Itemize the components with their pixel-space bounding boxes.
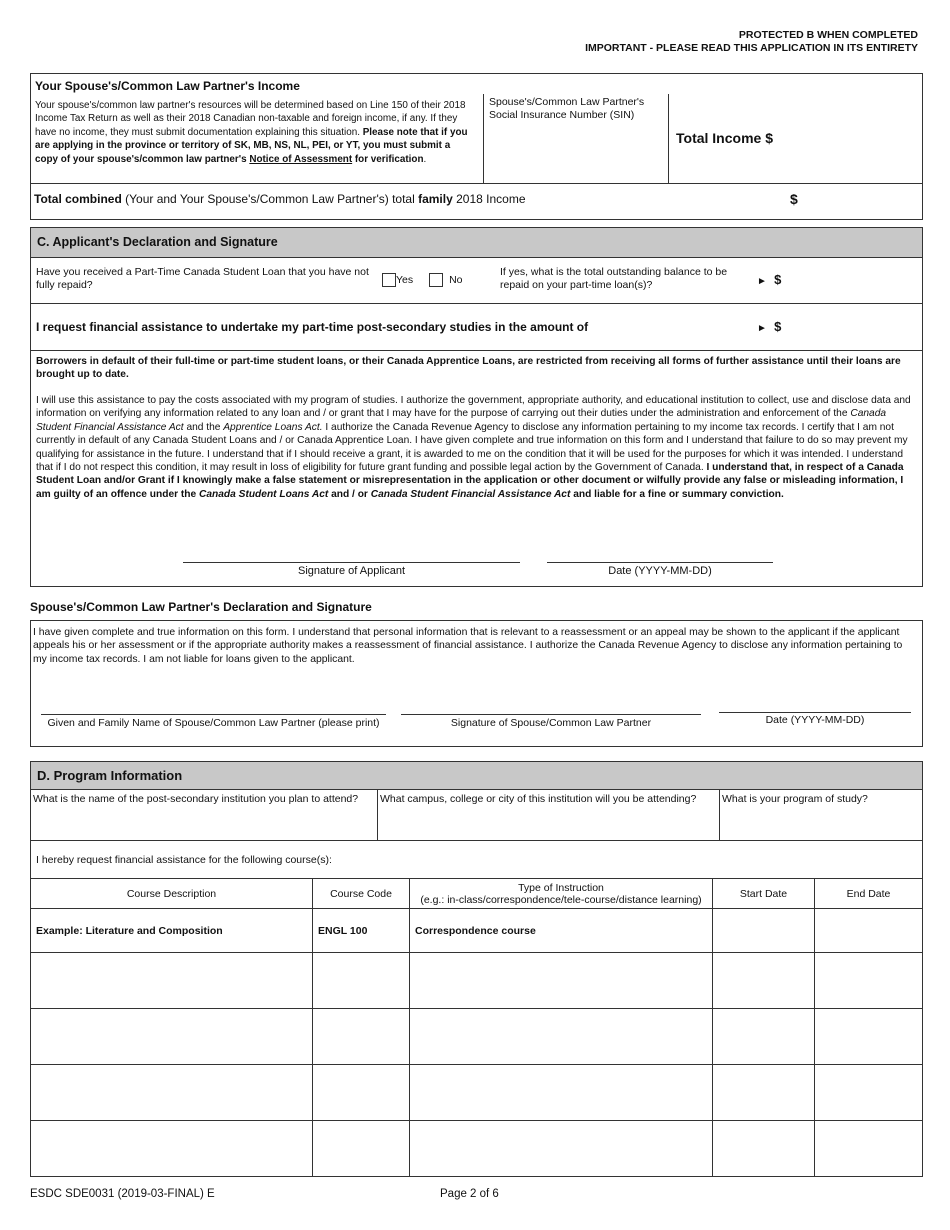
total-income-label: Total Income $ bbox=[676, 130, 773, 146]
course-table-wrapper bbox=[30, 878, 923, 1177]
total-income-field[interactable] bbox=[791, 96, 921, 182]
decl-bold1: I understand that, in respect of a Canada Student Loan and/or Grant if I knowingly make a false statement or misrepresentation in the application or other document or wilfully provide any false or misleading information, I am guilty of an offence under the bbox=[36, 462, 904, 500]
course-description-cell[interactable] bbox=[31, 1065, 313, 1121]
decl-part2: and the bbox=[183, 421, 224, 433]
decl-part3: I authorize the Canada Revenue Agency to disclose any information pertaining to my income tax records. I certify that I am not currently in default of any Canada Student Loans and / or Canada Apprentice Loan. I have given complete and true information on this form and I understand that failure to do so may prevent my qualifying for assistance in the future. I understand that if I should receive a grant, it is awarded to me on the condition that it will be used for the purposes for which it was intended. I understand that if I do not respect this condition, it may result in loss of eligibility for future grant funding and possible legal action by the Government of Canada. bbox=[36, 421, 908, 474]
applicant-date-field[interactable] bbox=[547, 528, 773, 562]
spouse-date-line bbox=[719, 712, 911, 713]
no-label: No bbox=[449, 273, 463, 286]
instruction-type-cell[interactable] bbox=[410, 1065, 713, 1121]
section-d bbox=[30, 761, 923, 879]
program-field[interactable] bbox=[722, 808, 920, 838]
table-row bbox=[31, 1121, 923, 1177]
col-type-of-instruction bbox=[410, 879, 713, 909]
course-code-cell[interactable] bbox=[313, 1121, 410, 1177]
example-description: Example: Literature and Composition bbox=[31, 909, 313, 953]
loan-question: Have you received a Part-Time Canada Student Loan that you have not fully repaid? bbox=[36, 266, 369, 292]
institution-field[interactable] bbox=[33, 808, 375, 838]
example-row bbox=[31, 909, 923, 953]
example-type: Correspondence course bbox=[410, 909, 713, 953]
page-number: Page 2 of 6 bbox=[440, 1188, 499, 1200]
table-row bbox=[31, 953, 923, 1009]
spouse-declaration-text: I have given complete and true information on this form. I understand that personal information that is relevant to a reassessment or an appeal may be shown to the applicant if the applicant appeals his or her assessment or if the appropriate authority makes a reassessment of financial assistance. I authorize the Canada Revenue Agency to disclose any information pertaining to my income tax records. I am not liable for loans given to the applicant. bbox=[33, 627, 903, 665]
total-combined-bold: Total combined bbox=[34, 192, 122, 206]
header-line1: PROTECTED B WHEN COMPLETED bbox=[738, 29, 918, 41]
start-date-cell[interactable] bbox=[713, 953, 815, 1009]
spouse-declaration-title: Spouse's/Common Law Partner's Declaration and Signature bbox=[30, 600, 372, 614]
notice-of-assessment: Notice of Assessment bbox=[249, 153, 353, 165]
spouse-name-line bbox=[41, 714, 386, 715]
total-combined-field[interactable] bbox=[806, 186, 921, 216]
spouse-sin-field[interactable] bbox=[484, 124, 667, 182]
spouse-income-note-end: for verification bbox=[352, 153, 424, 165]
spouse-income-period: . bbox=[423, 153, 427, 165]
course-request-text: I hereby request financial assistance for the following course(s): bbox=[36, 854, 332, 866]
course-description-cell[interactable] bbox=[31, 1009, 313, 1065]
total-combined-dollar: $ bbox=[790, 191, 798, 207]
example-end bbox=[815, 909, 923, 953]
total-combined-label bbox=[34, 192, 526, 206]
decl-act1: Canada Student Financial Assistance Act bbox=[36, 408, 887, 433]
arrow-right-icon: ► bbox=[757, 276, 767, 287]
spouse-declaration-section bbox=[30, 620, 923, 747]
end-date-cell[interactable] bbox=[815, 1009, 923, 1065]
instruction-type-cell[interactable] bbox=[410, 953, 713, 1009]
loan-yes-no bbox=[382, 273, 463, 287]
end-date-cell[interactable] bbox=[815, 953, 923, 1009]
instruction-type-cell[interactable] bbox=[410, 1009, 713, 1065]
arrow-right-icon: ► bbox=[757, 323, 767, 334]
start-date-cell[interactable] bbox=[713, 1121, 815, 1177]
spouse-income-text: Your spouse's/common law partner's resources will be determined based on Line 150 of their 2018 Income Tax Return as well as their 2018 Canadian non-taxable and foreign income, if any. If they have no income, they must submit documentation explaining this situation. bbox=[35, 100, 466, 138]
total-combined-family: family bbox=[418, 192, 453, 206]
type-line1: Type of Instruction bbox=[518, 881, 604, 894]
request-amount-label bbox=[757, 319, 781, 334]
balance-amount-label bbox=[757, 272, 781, 287]
spouse-date-label: Date (YYYY-MM-DD) bbox=[765, 714, 865, 726]
program-question: What is your program of study? bbox=[722, 793, 868, 805]
instruction-type-cell[interactable] bbox=[410, 1121, 713, 1177]
applicant-signature-label: Signature of Applicant bbox=[297, 565, 406, 577]
request-dollar: $ bbox=[774, 319, 782, 334]
course-code-cell[interactable] bbox=[313, 953, 410, 1009]
declaration-paragraph bbox=[36, 394, 917, 501]
applicant-date-label: Date (YYYY-MM-DD) bbox=[608, 565, 712, 577]
decl-bold3: and liable for a fine or summary conviction. bbox=[570, 488, 784, 500]
decl-act2: Apprentice Loans Act. bbox=[223, 421, 323, 433]
campus-question: What campus, college or city of this institution will you be attending? bbox=[380, 793, 697, 805]
applicant-signature-field[interactable] bbox=[183, 528, 520, 562]
default-notice: Borrowers in default of their full-time or part-time student loans, or their Canada Apprentice Loans, are restricted from receiving all forms of further assistance until their loans are brought up to date. bbox=[36, 356, 901, 381]
campus-field[interactable] bbox=[380, 808, 718, 838]
spouse-signature-line bbox=[401, 714, 701, 715]
spouse-income-title: Your Spouse's/Common Law Partner's Income bbox=[35, 79, 300, 93]
spouse-income-note: Please note that if you are applying in the province or territory of SK, MB, NS, NL, PEI, or YT, you must submit a copy of your spouse's/common law partner's bbox=[35, 126, 468, 165]
decl-bolditalic2: Canada Student Financial Assistance Act bbox=[370, 488, 571, 500]
spouse-sin-label: Spouse's/Common Law Partner's Social Insurance Number (SIN) bbox=[489, 96, 645, 122]
section-d-title: D. Program Information bbox=[37, 768, 183, 783]
spouse-name-label: Given and Family Name of Spouse/Common Law Partner (please print) bbox=[47, 717, 380, 729]
applicant-signature-line bbox=[183, 562, 520, 563]
col-end-date: End Date bbox=[815, 879, 923, 909]
start-date-cell[interactable] bbox=[713, 1009, 815, 1065]
col-course-description: Course Description bbox=[31, 879, 313, 909]
table-header-row bbox=[31, 879, 923, 909]
yes-checkbox[interactable] bbox=[382, 273, 396, 287]
end-date-cell[interactable] bbox=[815, 1121, 923, 1177]
request-assistance-text: I request financial assistance to undertake my part-time post-secondary studies in the amount of bbox=[36, 320, 589, 334]
col-course-code: Course Code bbox=[313, 879, 410, 909]
table-row bbox=[31, 1009, 923, 1065]
course-code-cell[interactable] bbox=[313, 1065, 410, 1121]
spouse-signature-field[interactable] bbox=[401, 681, 701, 714]
spouse-name-field[interactable] bbox=[41, 681, 386, 714]
form-id: ESDC SDE0031 (2019-03-FINAL) E bbox=[30, 1188, 215, 1200]
course-table bbox=[30, 878, 923, 1177]
header-line2: IMPORTANT - PLEASE READ THIS APPLICATION IN ITS ENTIRETY bbox=[585, 42, 918, 54]
protected-b-notice bbox=[585, 29, 918, 55]
col-start-date: Start Date bbox=[713, 879, 815, 909]
yes-label: Yes bbox=[396, 273, 414, 286]
course-code-cell[interactable] bbox=[313, 1009, 410, 1065]
total-combined-text: (Your and Your Spouse's/Common Law Partner's) total bbox=[121, 192, 419, 206]
spouse-signature-label: Signature of Spouse/Common Law Partner bbox=[450, 717, 652, 729]
applicant-date-line bbox=[547, 562, 773, 563]
example-start bbox=[713, 909, 815, 953]
no-checkbox[interactable] bbox=[429, 273, 443, 287]
table-row bbox=[31, 1065, 923, 1121]
spouse-date-field[interactable] bbox=[719, 679, 911, 712]
decl-bold2: and / or bbox=[328, 488, 371, 500]
total-combined-text2: 2018 Income bbox=[452, 192, 526, 206]
course-description-cell[interactable] bbox=[31, 1121, 313, 1177]
balance-question: If yes, what is the total outstanding balance to be repaid on your part-time loan(s)? bbox=[500, 266, 728, 292]
section-c bbox=[30, 227, 923, 587]
decl-bolditalic1: Canada Student Loans Act bbox=[199, 488, 329, 500]
type-line2: (e.g.: in-class/correspondence/tele-course/distance learning) bbox=[420, 893, 702, 906]
balance-dollar: $ bbox=[774, 272, 782, 287]
request-amount-field[interactable] bbox=[791, 308, 919, 346]
end-date-cell[interactable] bbox=[815, 1065, 923, 1121]
course-description-cell[interactable] bbox=[31, 953, 313, 1009]
section-c-title: C. Applicant's Declaration and Signature bbox=[37, 235, 278, 249]
spouse-income-paragraph bbox=[35, 99, 475, 166]
institution-question: What is the name of the post-secondary institution you plan to attend? bbox=[33, 793, 359, 805]
start-date-cell[interactable] bbox=[713, 1065, 815, 1121]
decl-part1: I will use this assistance to pay the costs associated with my program of studies. I authorize the government, appropriate authority, and educational institution to collect, use and disclose data and information on verifying any information related to any loan and / or grant that I may have for the purpose of carrying out their duties under the administration and enforcement of the bbox=[36, 395, 911, 420]
spouse-income-section bbox=[30, 73, 923, 220]
balance-amount-field[interactable] bbox=[791, 261, 919, 299]
example-code: ENGL 100 bbox=[313, 909, 410, 953]
